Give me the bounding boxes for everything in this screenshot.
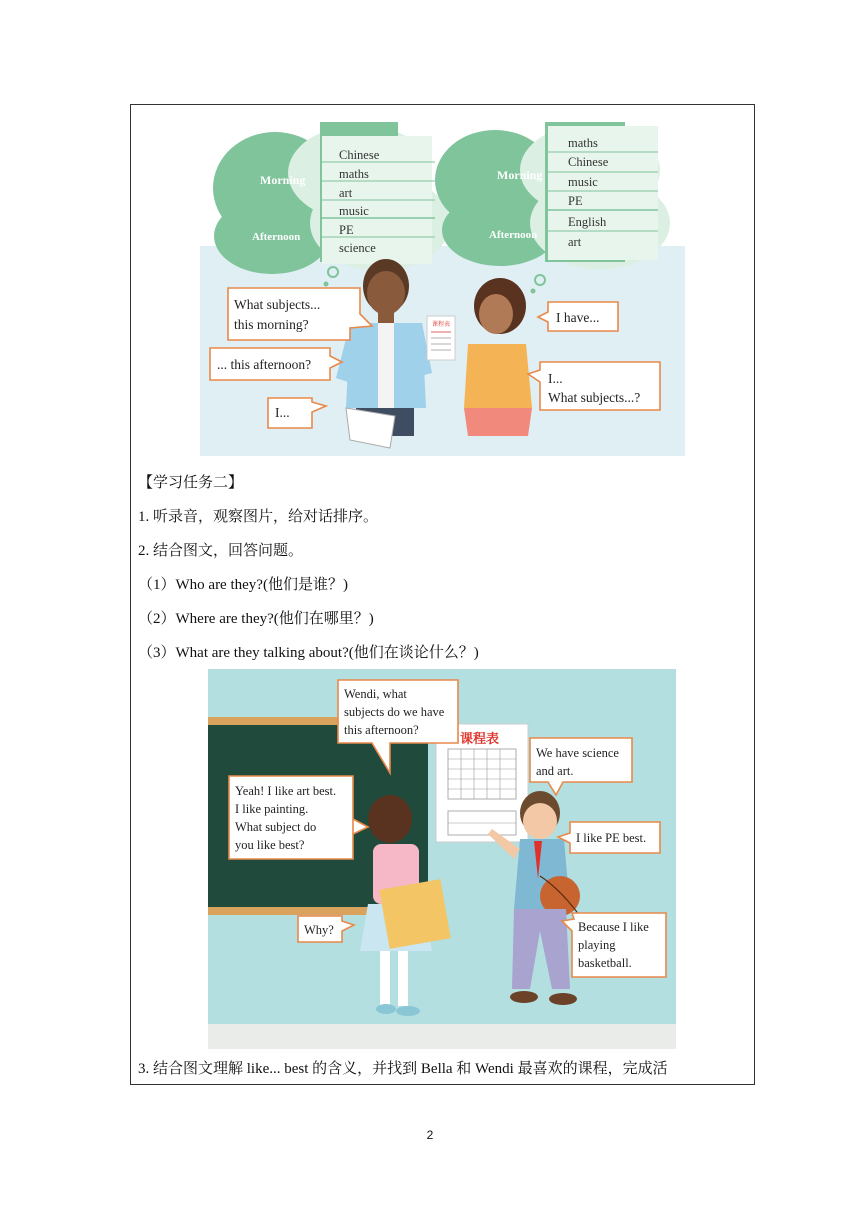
svg-text:Why?: Why? [304,923,334,937]
left-subject: science [339,241,376,255]
left-subject: maths [339,167,369,181]
question-2: （2）Where are they?(他们在哪里？) [138,611,374,627]
left-morning-label: Morning [260,173,306,187]
svg-text:basketball.: basketball. [578,956,632,970]
right-subject: music [568,175,598,189]
svg-text:this afternoon?: this afternoon? [344,723,419,737]
speech-bubble [538,302,618,331]
svg-text:Wendi, what: Wendi, what [344,687,407,701]
speech-bubble [228,288,372,340]
svg-text:you like best?: you like best? [235,838,305,852]
svg-text:and art.: and art. [536,764,574,778]
svg-text:课程表: 课程表 [432,322,451,328]
speech-bubble [528,362,660,410]
speech-bubble [210,348,342,380]
left-subject: art [339,186,353,200]
task-item-3: 3. 结合图文理解 like... best 的含义，并找到 Bella 和 Wendi 最喜欢的课程，完成活 [138,1061,668,1077]
task-item-1: 1. 听录音，观察图片，给对话排序。 [138,509,379,525]
right-subject: art [568,235,582,249]
left-subject: music [339,204,369,218]
svg-text:Yeah! I like art best.: Yeah! I like art best. [235,784,337,798]
svg-text:subjects do we have: subjects do we have [344,705,445,719]
svg-text:We have science: We have science [536,746,619,760]
left-subject: PE [339,223,354,237]
svg-text:I...: I... [275,405,290,420]
right-subject: maths [568,136,598,150]
svg-text:I have...: I have... [556,310,600,325]
svg-text:... this afternoon?: ... this afternoon? [217,357,312,372]
right-afternoon-label: Afternoon [489,229,538,241]
right-morning-label: Morning [497,168,543,182]
speech-bubble [562,913,666,977]
speech-bubble [558,822,660,853]
schedule-title: 课程表 [460,731,500,746]
question-1: （1）Who are they?(他们是谁？) [138,577,348,593]
right-subject: English [568,215,607,229]
timetable-dialogue-illustration [200,118,685,456]
left-timetable-cloud [213,122,450,287]
speech-bubble [229,776,368,859]
svg-text:I like painting.: I like painting. [235,802,309,816]
right-subject: PE [568,194,583,208]
task-heading: 【学习任务二】 [138,475,244,491]
svg-text:this morning?: this morning? [234,317,309,332]
classroom-dialogue-illustration [208,669,676,1049]
right-subject: Chinese [568,155,609,169]
svg-text:I like PE best.: I like PE best. [576,831,647,845]
page-number: 2 [426,1128,434,1142]
svg-text:I...: I... [548,371,563,386]
task-item-2: 2. 结合图文，回答问题。 [138,543,304,559]
svg-text:playing: playing [578,938,616,952]
left-afternoon-label: Afternoon [252,231,301,243]
svg-text:What subjects...: What subjects... [234,297,321,312]
svg-text:What subjects...?: What subjects...? [548,390,641,405]
question-3: （3）What are they talking about?(他们在谈论什么？) [138,645,479,661]
svg-text:What subject do: What subject do [235,820,317,834]
svg-text:Because I like: Because I like [578,920,649,934]
left-subject: Chinese [339,148,380,162]
